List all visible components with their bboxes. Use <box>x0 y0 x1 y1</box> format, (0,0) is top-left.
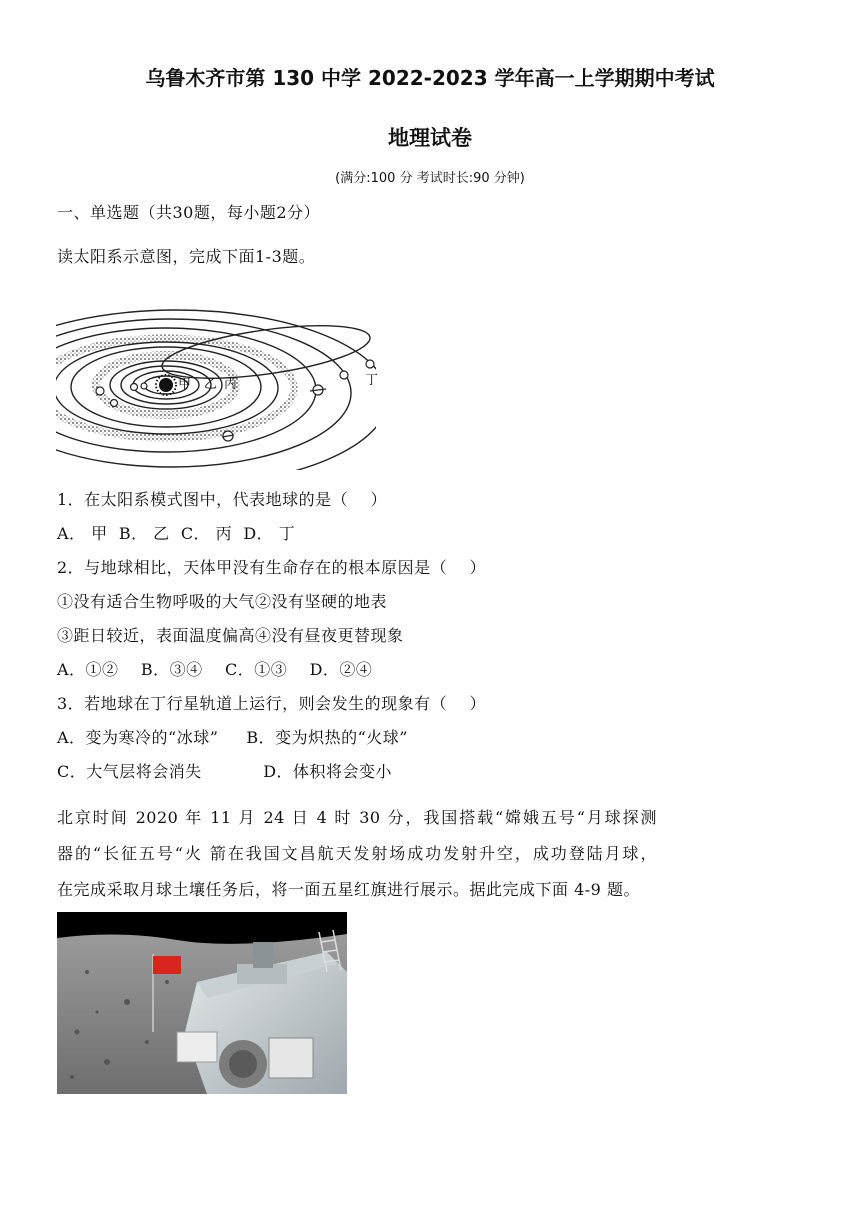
q2-stem: 2．与地球相比，天体甲没有生命存在的根本原因是（ ） <box>57 558 487 577</box>
section-heading: 一、单选题（共30题，每小题2分） <box>57 203 321 222</box>
q3-options-ab: A．变为寒冷的“冰球” B．变为炽热的“火球” <box>57 728 408 747</box>
q3-options-cd: C．大气层将会消失 D．体积将会变小 <box>57 762 393 781</box>
subject-title: 地理试卷 <box>388 126 472 150</box>
q2-options: A．①② B．③④ C．①③ D．②④ <box>57 660 373 679</box>
q1-options: A． 甲 B． 乙 C． 丙 D． 丁 <box>57 524 296 543</box>
q3-stem: 3．若地球在丁行星轨道上运行，则会发生的现象有（ ） <box>57 694 487 713</box>
passage-line-2: 器的“长征五号“火 箭在我国文昌航天发射场成功发射升空，成功登陆月球， <box>57 844 657 863</box>
q2-statement-1: ①没有适合生物呼吸的大气②没有坚硬的地表 <box>57 592 388 611</box>
q2-statement-2: ③距日较近，表面温度偏高④没有昼夜更替现象 <box>57 626 404 645</box>
passage-line-1: 北京时间 2020 年 11 月 24 日 4 时 30 分，我国搭载“嫦娥五号“月球探测 <box>57 808 657 827</box>
intro-text: 读太阳系示意图，完成下面1-3题。 <box>57 247 316 266</box>
label-yi: 乙 <box>204 377 218 392</box>
exam-title: 乌鲁木齐市第 130 中学 2022-2023 学年高一上学期期中考试 <box>145 66 715 90</box>
sun-icon <box>156 375 176 395</box>
lunar-flag-photo <box>57 912 347 1094</box>
label-bing: 丙 <box>224 377 238 392</box>
flag-icon <box>153 956 181 974</box>
label-jia: 甲 <box>178 377 192 392</box>
solar-system-diagram <box>56 290 379 470</box>
q1-stem: 1．在太阳系模式图中，代表地球的是（ ） <box>57 490 388 509</box>
label-ding: 丁 <box>365 373 379 388</box>
passage-line-3: 在完成采取月球土壤任务后，将一面五星红旗进行展示。据此完成下面 4-9 题。 <box>57 880 640 899</box>
exam-info: (满分:100 分 考试时长:90 分钟) <box>335 171 525 186</box>
